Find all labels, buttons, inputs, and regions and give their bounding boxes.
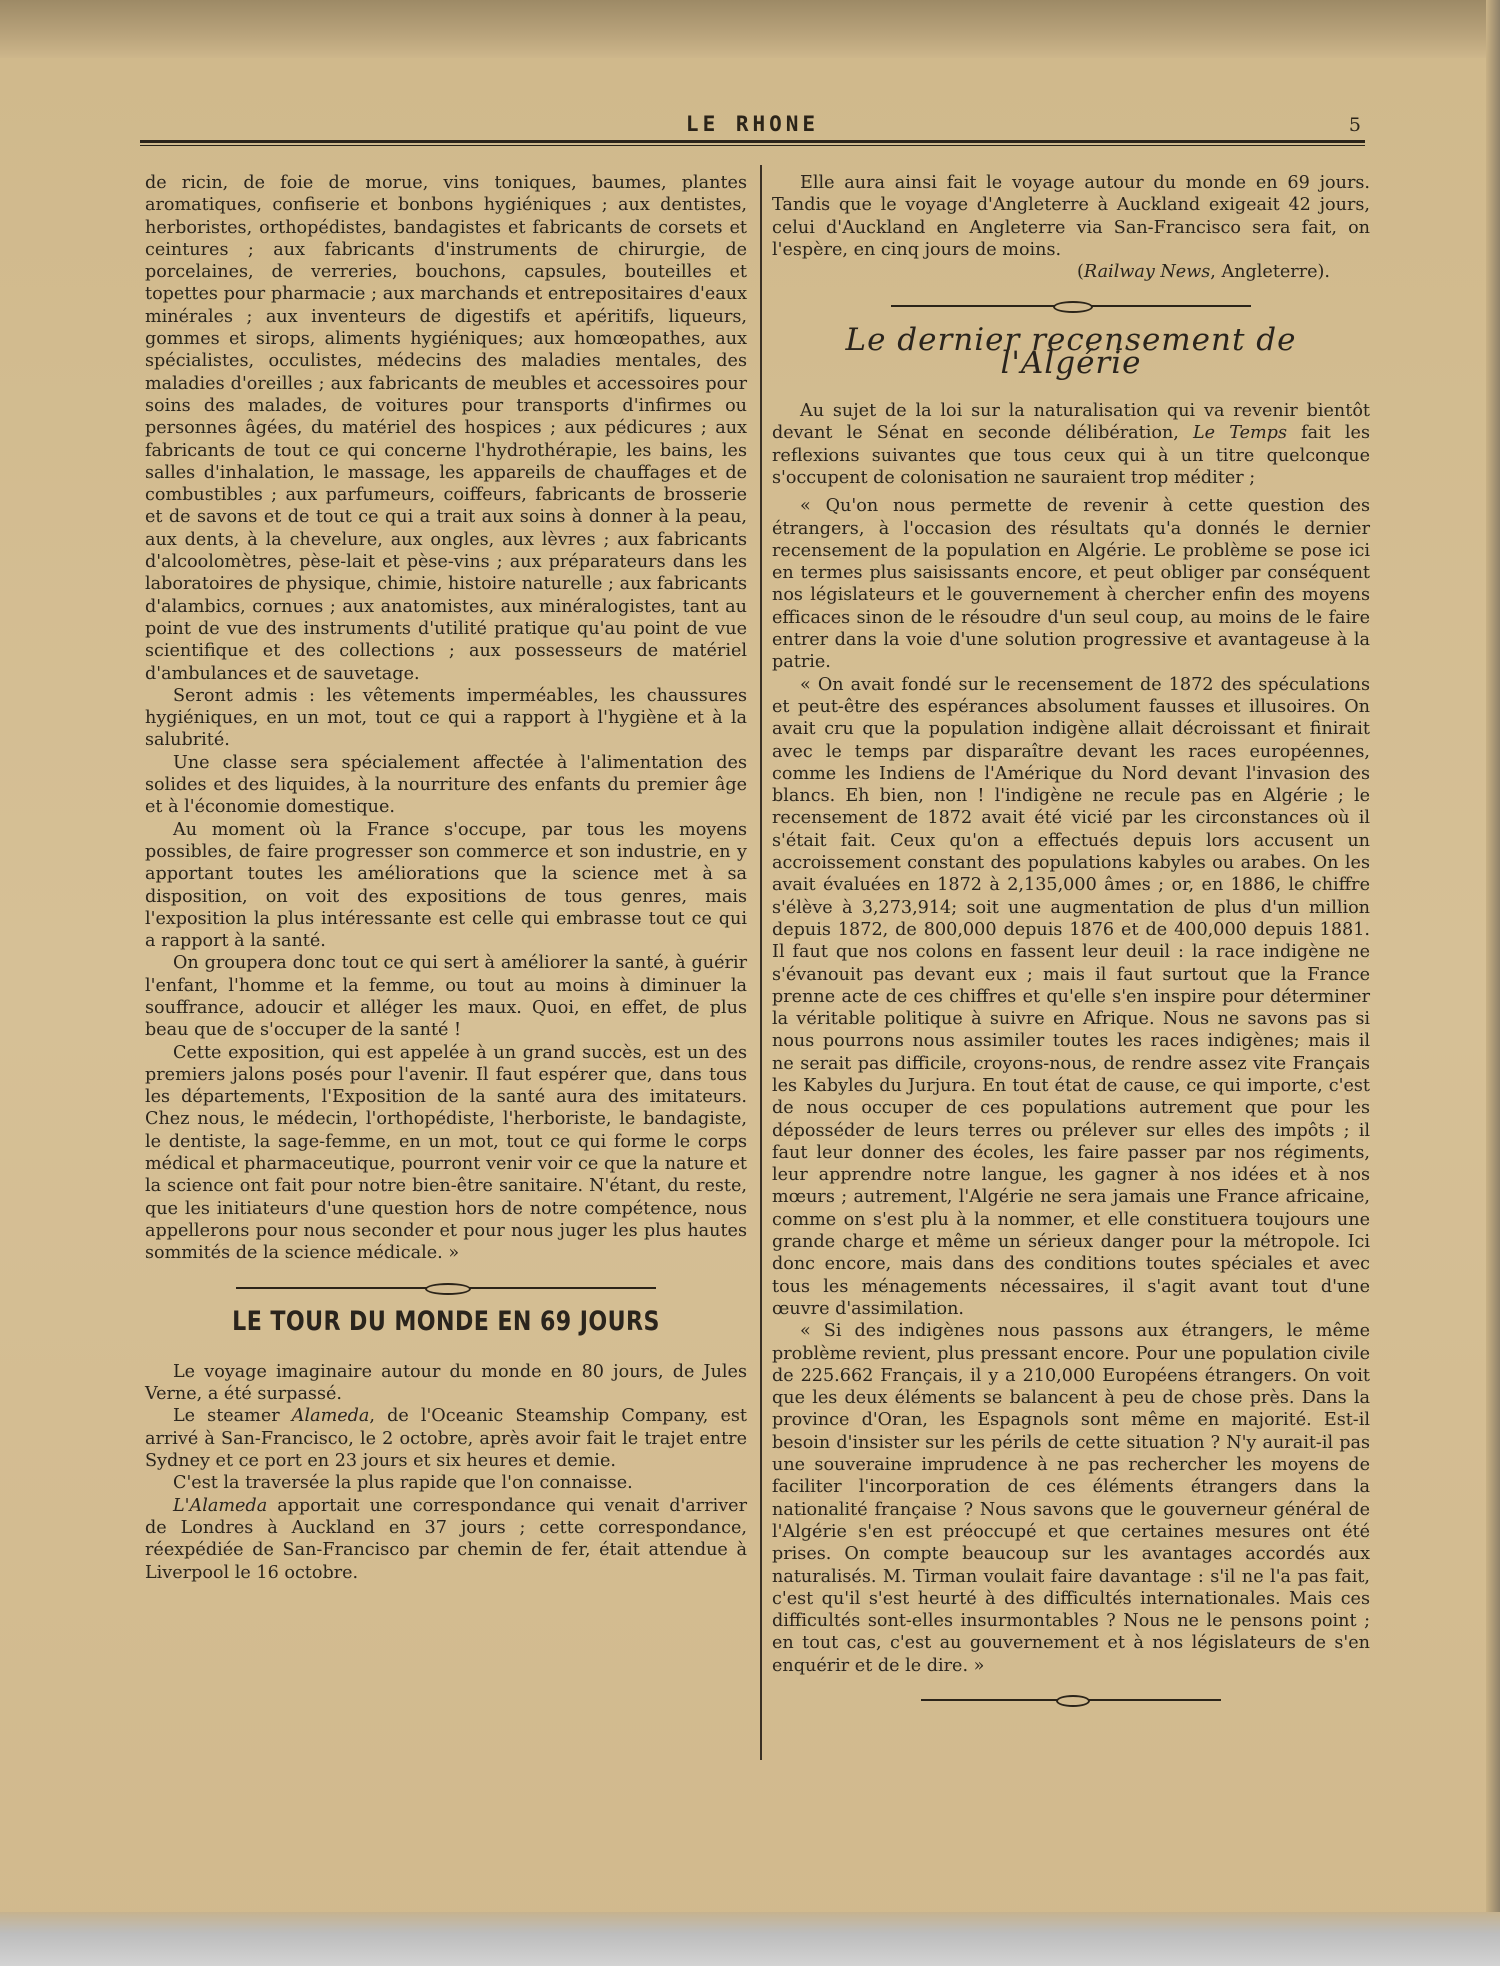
- left-paragraph-1: de ricin, de foie de morue, vins toniques, baumes, plantes aromatiques, confiserie et bonbons hygiéniques ; aux dentistes, herboristes, orthopédistes, bandagistes et fabricants de corsets et ceintures ; aux fabricants d'instruments de chirurgie, de porcelaines, de verreries, bouchons, capsules, bouteilles et topettes pour pharmacie ; aux marchands et entrepositaires d'eaux minérales ; aux inventeurs de digestifs et apéritifs, liqueurs, gommes et sirops, aliments hygiéniques; aux homœopathes, aux spécialistes, occulistes, médecins des maladies mentales, des maladies d'oreilles ; aux fabricants de meubles et accessoires pour soins des malades, de voitures pour transports d'infirmes ou personnes âgées, du matériel des hospices ; aux pédicures ; aux fabricants de tout ce qui concerne l'hydrothérapie, les bains, les salles d'inhalation, le massage, les appareils de chauffages et de combustibles ; aux parfumeurs, coiffeurs, fabricants de brosserie et de savons et de tout ce qui a trait aux soins à donner à la peau, aux dents, à la chevelure, aux ongles, aux lèvres ; aux fabricants d'alcoolomètres, pèse-lait et pèse-vins ; aux préparateurs dans les laboratoires de physique, chimie, histoire naturelle ; aux fabricants d'alambics, cornues ; aux anatomistes, aux minéralogistes, tant au point de vue des instruments d'utilité pratique qu'au point de vue scientifique et des collections ; aux possesseurs de matériel d'ambulances et de sauvetage.: [145, 173, 747, 684]
- text-run: apportait une correspondance qui venait d'arriver de Londres à Auckland en 37 jours ; cette correspondance, réexpédiée de San-Francisco par chemin de fer, était attendue à Liverpool le 16 octobre.: [145, 1495, 747, 1583]
- right-paragraph-3: « Qu'on nous permette de revenir à cette question des étrangers, à l'occasion des résultats qu'a donnés le dernier recensement de la population en Algérie. Le problème se pose ici en termes plus saisissants encore, et peut obliger par conséquent nos législateurs et le gouvernement à chercher enfin des moyens efficaces sinon de le résoudre d'un seul coup, au moins de le faire entrer dans la voie d'une solution progressive et avantageuse à la patrie.: [772, 496, 1370, 673]
- section-ornament: [891, 301, 1251, 311]
- newspaper-name: Le Temps: [1193, 423, 1287, 444]
- right-paragraph-1: Elle aura ainsi fait le voyage autour du monde en 69 jours. Tandis que le voyage d'Angleterre à Auckland exigeait 42 jours, celui d'Auckland en Angleterre via San-Francisco sera fait, on l'espère, en cinq jours de moins.: [772, 173, 1370, 260]
- left-paragraph-3: Une classe sera spécialement affectée à l'alimentation des solides et des liquides, à la nourriture des enfants du premier âge et à l'économie domestique.: [145, 752, 747, 818]
- article-title-recensement: Le dernier recensement de l'Algérie: [845, 322, 1297, 381]
- page-bottom-edge: [0, 1912, 1500, 1966]
- article-source: (Railway News, Angleterre).: [1077, 262, 1330, 283]
- right-column: [772, 172, 1370, 1721]
- column-divider: [760, 165, 762, 1760]
- page-number: 5: [1348, 114, 1361, 136]
- left-column: [145, 172, 747, 1584]
- right-paragraph-5: « Si des indigènes nous passons aux étrangers, le même problème revient, plus pressant encore. Pour une population civile de 225.662 Français, il y a 210,000 Européens étrangers. On voit que les deux éléments se balancent à peu de chose près. Dans la province d'Oran, les Espagnols sont même en majorité. Est-il besoin d'insister sur les périls de cette situation ? N'y aurait-il pas une souveraine imprudence à ne pas rechercher les moyens de faciliter l'incorporation de ces éléments étrangers dans la nationalité française ? Nous savons que le gouverneur général de l'Algérie s'en est préoccupé et que certaines mesures ont été prises. On compte beaucoup sur les avantages accordés aux naturalisés. M. Tirman voulait faire davantage : s'il ne l'a pas fait, c'est qu'il s'est heurté à des difficultés internationales. Mais ces difficultés sont-elles insurmontables ? Nous ne le pensons point ; en tout cas, c'est au gouvernement et à nos législateurs de s'en enquérir et de le dire. »: [772, 1321, 1370, 1676]
- text-run: , de l'Oceanic Steamship Company, est arrivé à San-Francisco, le 2 octobre, après avoir fait le trajet entre Sydney et ce port en 23 jours et six heures et demie.: [145, 1406, 747, 1472]
- left-paragraph-8: [145, 1405, 747, 1472]
- source-country: , Angleterre).: [1210, 262, 1330, 283]
- right-paragraph-2: [772, 400, 1370, 489]
- ship-name: Alameda: [291, 1406, 370, 1427]
- left-paragraph-10: [145, 1495, 747, 1584]
- ship-name: L'Alameda: [173, 1495, 268, 1516]
- section-ornament: [236, 1283, 656, 1293]
- right-paragraph-4: « On avait fondé sur le recensement de 1872 des spéculations et peut-être des espérances absolument fausses et illusoires. On avait cru que la population indigène allait décroissant et finirait avec le temps par disparaître devant les races européennes, comme les Indiens de l'Amérique du Nord devant l'invasion des blancs. Eh bien, non ! l'indigène ne recule pas en Algérie ; le recensement de 1872 avait été vicié par les circonstances où il s'était fait. Ceux qu'on a effectués depuis lors accusent un accroissement constant des populations kabyles ou arabes. On les avait évaluées en 1872 à 2,135,000 âmes ; or, en 1886, le chiffre s'élève à 3,273,914; soit une augmentation de plus d'un million depuis 1872, de 800,000 depuis 1876 et de 400,000 depuis 1881. Il faut que nos colons en fassent leur deuil : la race indigène ne s'évanouit pas devant eux ; mais il faut surtout que la France prenne acte de ces chiffres et qu'elle s'en inspire pour déterminer la véritable politique à suivre en Afrique. Nous ne savons pas si nous pourrons nous assimiler toutes les races indigènes; mais il ne serait pas difficile, croyons-nous, de rendre assez vite Français les Kabyles du Jurjura. En tout état de cause, ce qui importe, c'est de nous occuper de ces populations autrement que pour les déposséder de leurs terres ou prélever sur elles des impôts ; il faut leur donner des écoles, les faire passer par nos régiments, leur apprendre notre langue, les gagner à nos idées et à nos mœurs ; autrement, l'Algérie ne sera jamais une France africaine, comme on s'est plu à la nommer, et elle constituera toujours une grande charge et même un sérieux danger pour la métropole. Ici donc encore, mais dans des conditions toutes spéciales et avec tous les ménagements nécessaires, il s'agit avant tout d'une œuvre d'assimilation.: [772, 674, 1370, 1319]
- left-paragraph-6: Cette exposition, qui est appelée à un grand succès, est un des premiers jalons posés pour l'avenir. Il faut espérer que, dans tous les départements, l'Exposition de la santé aura des imitateurs. Chez nous, le médecin, l'orthopédiste, l'herboriste, le bandagiste, le dentiste, la sage-femme, en un mot, tout ce qui forme le corps médical et pharmaceutique, pourront venir voir ce que la nature et la science ont fait pour notre bien-être sanitaire. N'étant, du reste, que les initiateurs d'une question hors de notre compétence, nous appellerons pour nous seconder et pour nous juger les plus hautes sommités de la science médicale. »: [145, 1042, 747, 1264]
- page-right-edge: [1486, 0, 1500, 1966]
- article-title-tour-du-monde: LE TOUR DU MONDE EN 69 JOURS: [232, 1305, 660, 1337]
- text-run: Le steamer: [173, 1406, 292, 1427]
- text-run: fait les reflexions suivantes que tous ceux qui à un titre quelconque s'occupent de colonisation ne sauraient trop méditer ;: [772, 423, 1370, 488]
- header-rule: [140, 140, 1365, 146]
- left-paragraph-9: C'est la traversée la plus rapide que l'on connaisse.: [173, 1473, 633, 1494]
- left-paragraph-5: On groupera donc tout ce qui sert à améliorer la santé, à guérir l'enfant, l'homme et la femme, ou tout au moins à diminuer la souffrance, adoucir et alléger les maux. Quoi, en effet, de plus beau que de s'occuper de la santé !: [145, 953, 747, 1041]
- left-paragraph-4: Au moment où la France s'occupe, par tous les moyens possibles, de faire progresser son commerce et son industrie, en y apportant toutes les améliorations que la science met à sa disposition, on voit des expositions de tous genres, mais l'exposition la plus intéressante est celle qui embrasse tout ce qui a rapport à la santé.: [145, 819, 747, 952]
- left-paragraph-7: Le voyage imaginaire autour du monde en 80 jours, de Jules Verne, a été surpassé.: [145, 1361, 747, 1405]
- newspaper-title: LE RHONE: [685, 112, 820, 136]
- page-top-edge: [0, 0, 1500, 58]
- text-run: Au sujet de la loi sur la naturalisation qui va revenir bientôt devant le Sénat en seconde délibération,: [772, 401, 1370, 444]
- left-paragraph-2: Seront admis : les vêtements imperméables, les chaussures hygiéniques, en un mot, tout ce qui a rapport à l'hygiène et à la salubrité.: [145, 685, 747, 751]
- end-ornament: [921, 1695, 1221, 1707]
- source-name: Railway News: [1083, 262, 1211, 283]
